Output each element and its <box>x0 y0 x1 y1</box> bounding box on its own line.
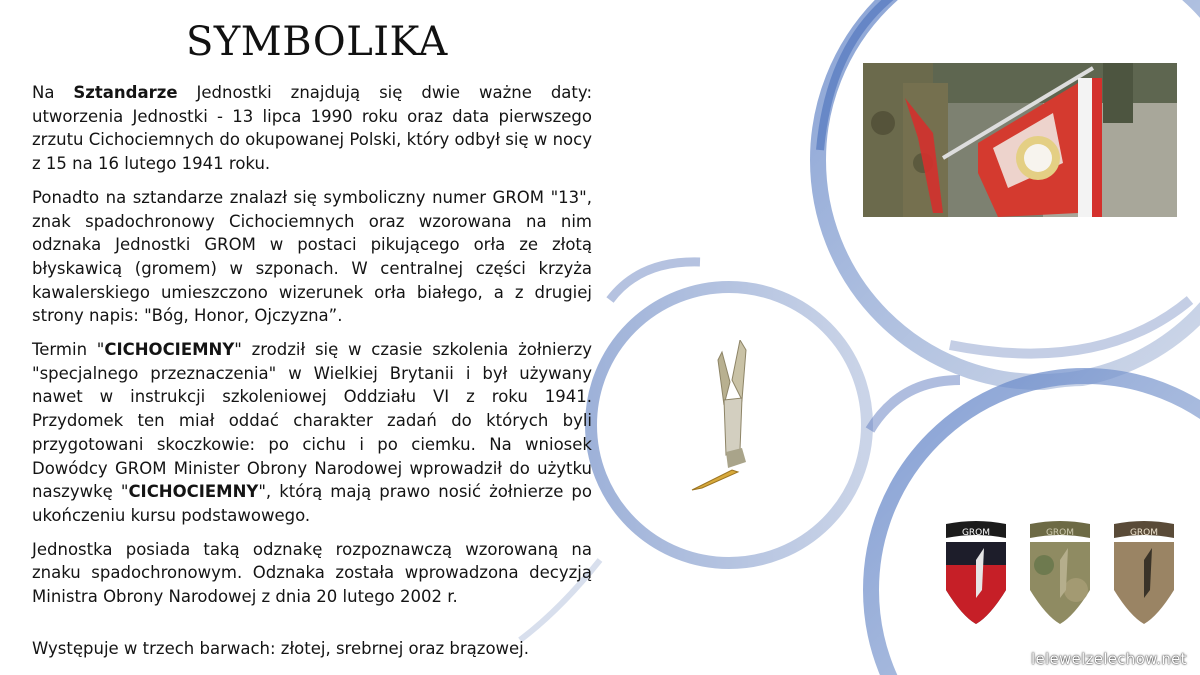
grom-patches <box>940 520 1180 630</box>
paragraph-standard: Na Sztandarze Jednostki znajdują się dwie ważne daty: utworzenia Jednostki - 13 lipca 1990 roku oraz data pierwszego zrzutu Cichociemnych do okupowanej Polski, który odbył się w nocy z 15 na 16 lutego 1941 roku. <box>32 83 593 174</box>
patch-camo <box>1030 521 1090 624</box>
patch-brown <box>1114 521 1174 624</box>
slide-title: SYMBOLIKA <box>186 19 448 65</box>
body-text <box>32 81 592 670</box>
paragraph-cichociemny: Termin "CICHOCIEMNY" zrodził się w czasie szkolenia żołnierzy "specjalnego przeznaczenia" w Wielkiej Brytanii i był używany nawet w instrukcji szkoleniowej Oddziału VI z roku 1941. Przydomek ten miał oddać charakter zadań do których byli przygotowani skoczkowie: po cichu i po ciemku. Na wniosek Dowódcy GROM Minister Obrony Narodowej wprowadził do użytku naszywkę "CICHOCIEMNY", którą mają prawo nosić żołnierze po ukończeniu kursu podstawowego. <box>32 340 592 525</box>
standard-photo <box>863 63 1177 217</box>
paragraph-badge: Jednostka posiada taką odznakę rozpoznawczą wzorowaną na znaku spadochronowym. Odznaka została wprowadzona decyzją Ministra Obrony Narodowej z dnia 20 lutego 2002 r. <box>32 539 592 607</box>
patch-black-red <box>946 521 1006 624</box>
svg-text:GROM: GROM <box>1129 528 1159 538</box>
svg-text:GROM: GROM <box>961 528 991 538</box>
paragraph-symbols: Ponadto na sztandarze znalazł się symboliczny numer GROM "13", znak spadochronowy Cichociemnych oraz wzorowana na nim odznaka Jednostki GROM w postaci pikującego orła ze złotą błyskawicą (gromem) w szponach. W centralnej części krzyża kawalerskiego umieszczono wizerunek orła białego, a z drugiej strony napis: "Bóg, Honor, Ojczyzna”. <box>32 187 592 326</box>
svg-text:GROM: GROM <box>1045 528 1075 538</box>
paragraph-colors: Występuje w trzech barwach: złotej, srebrnej oraz brązowej. <box>32 638 530 658</box>
watermark: lelewelzelechow.net <box>1031 650 1187 668</box>
grom-eagle-badge <box>682 340 782 500</box>
